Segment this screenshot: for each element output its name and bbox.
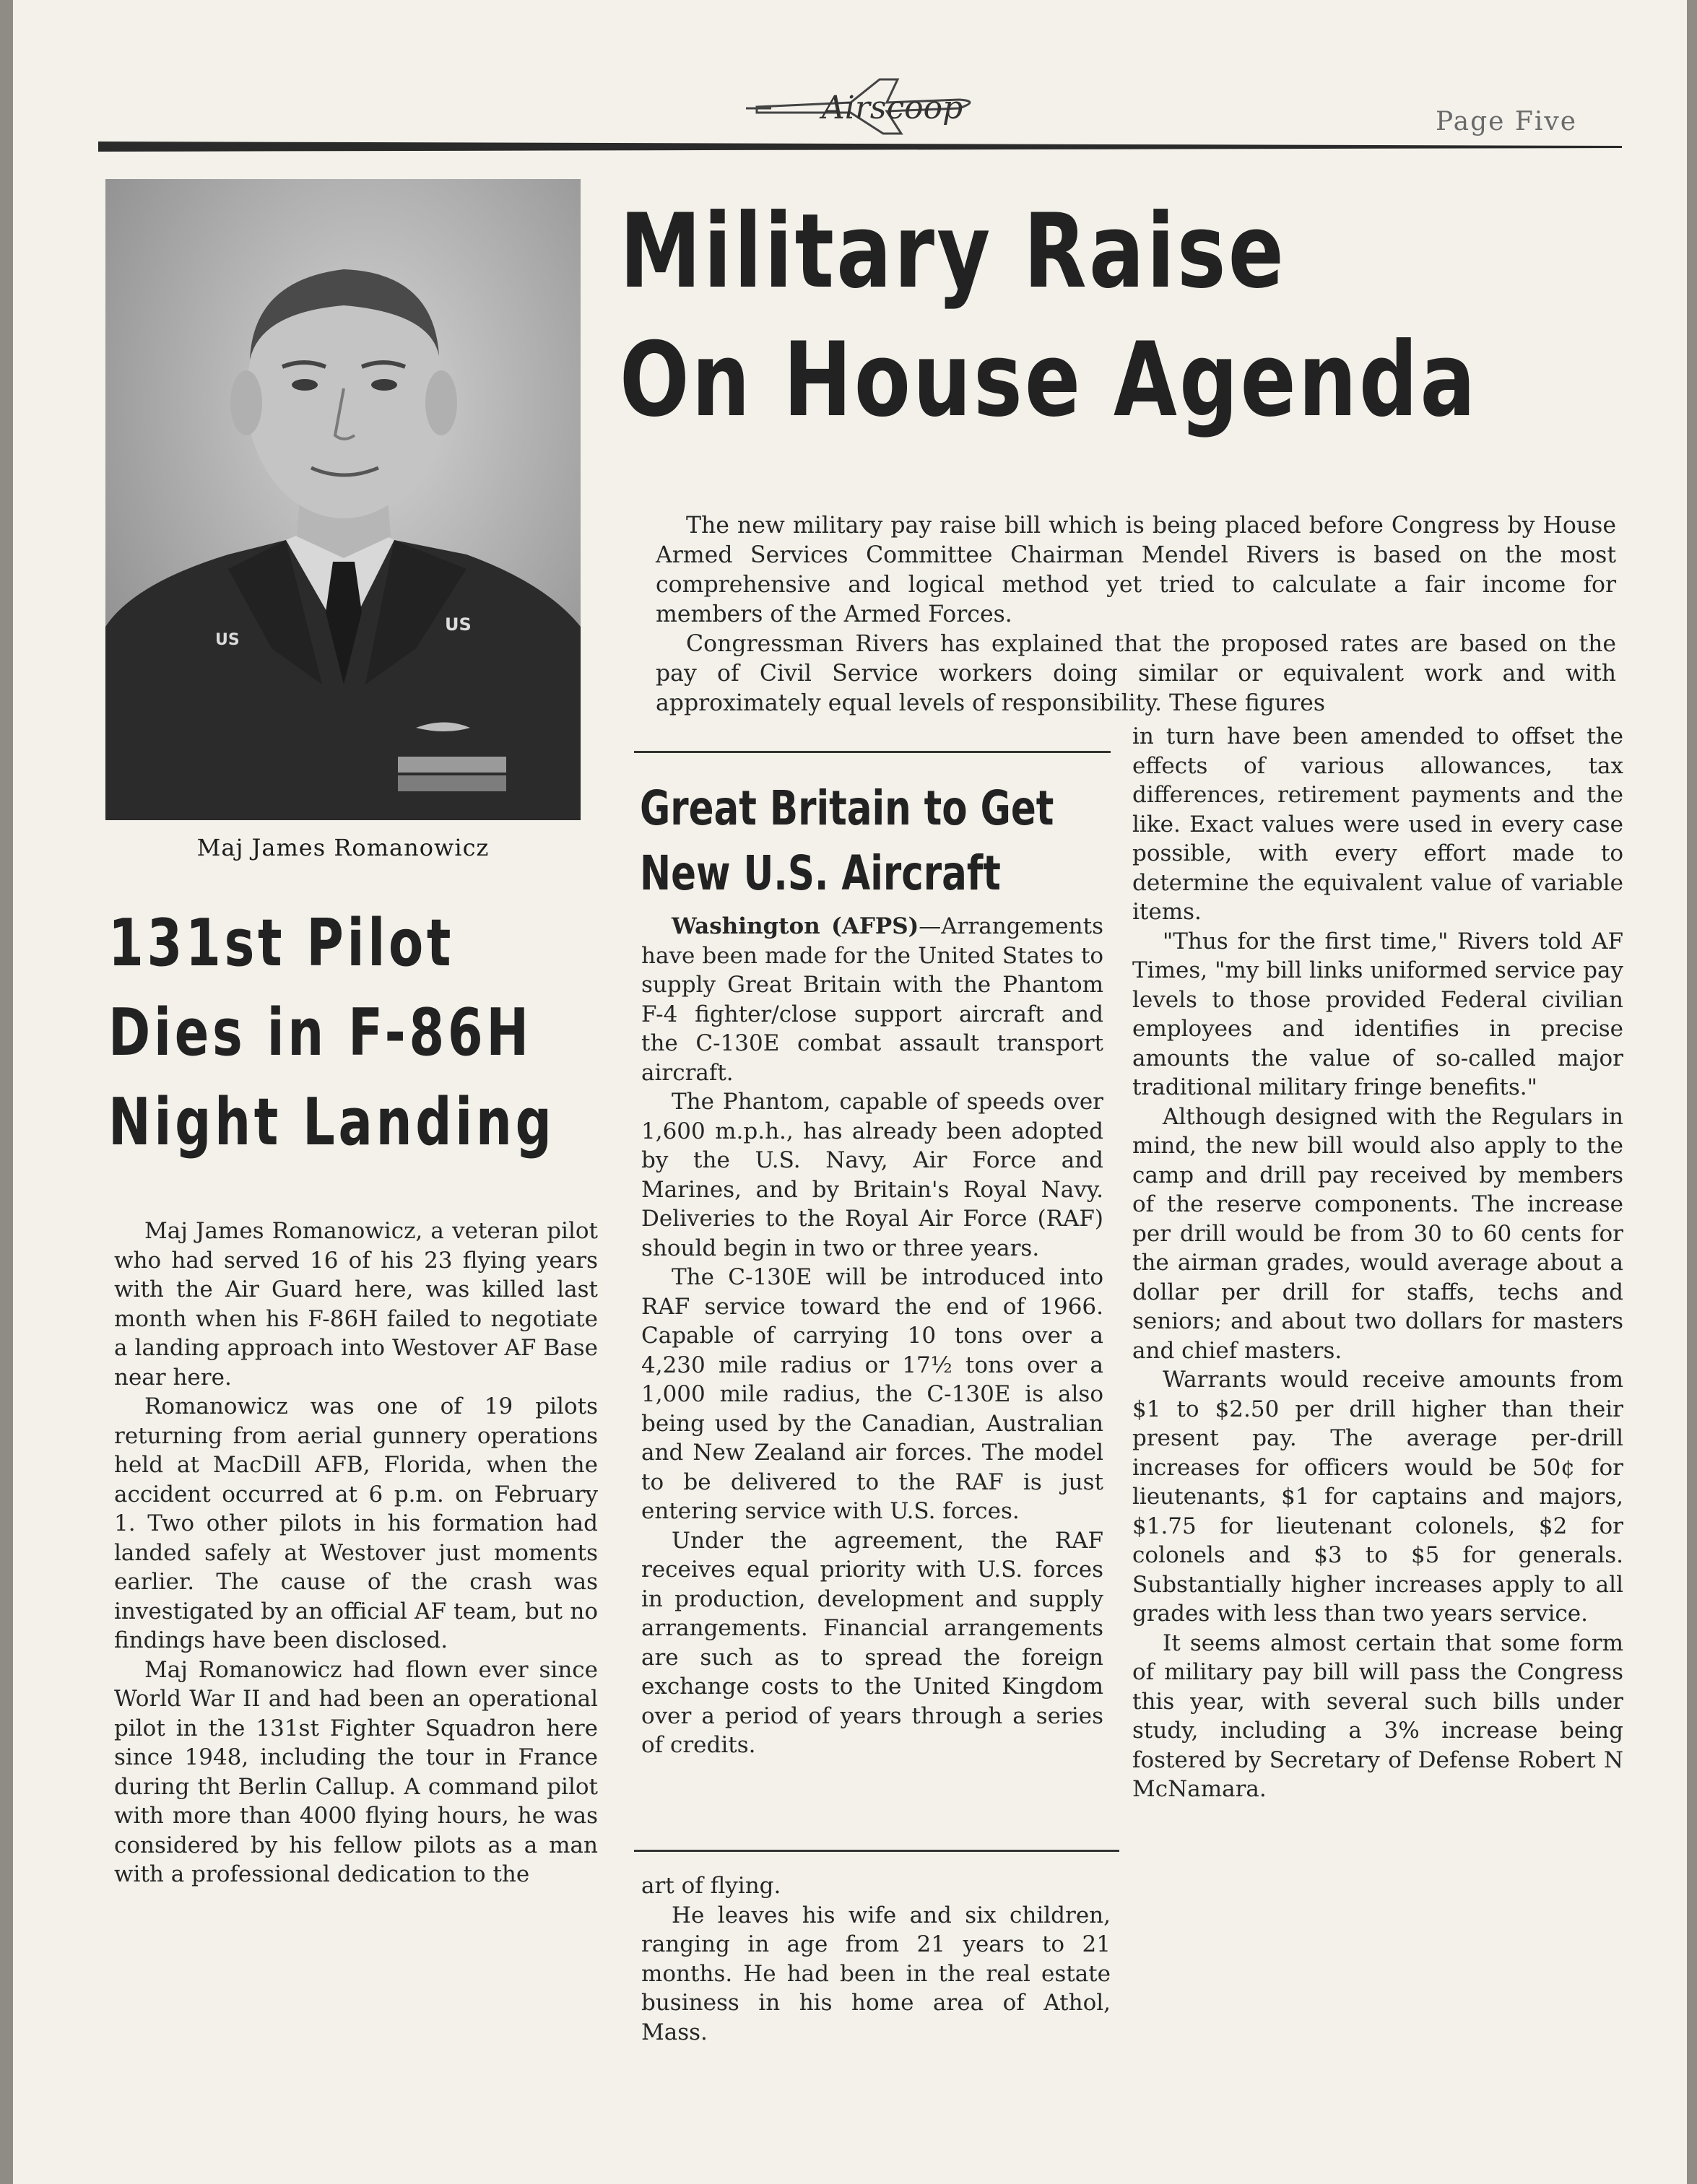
pilot-headline [108, 899, 555, 1167]
pilot-story-paragraph: art of flying. [641, 1873, 781, 1899]
collar-insignia-left: US [215, 631, 240, 649]
pilot-story-paragraph: Maj James Romanowicz, a veteran pilot who had served 16 of his 23 flying years with the Air Guard here, was killed last month when his F-86H failed to negotiate a landing approach into Westover AF Base near here. [114, 1218, 598, 1391]
britain-headline-line-2: New U.S. Aircraft [640, 845, 1001, 901]
britain-story-paragraph [641, 912, 1103, 1087]
page-number: Page Five [1436, 107, 1577, 136]
pilot-story-body [114, 1217, 598, 1889]
main-story-continued [1132, 722, 1623, 1804]
main-story-lead [656, 511, 1616, 718]
pilot-story-paragraph: Maj Romanowicz had flown ever since World War II and had been an operational pilot in the 131st Fighter Squadron here since 1948, including the tour in France during tht Berlin Callup. A command pilot with more than 4000 flying hours, he was considered by his fellow pilots as a man with a professional dedication to the [114, 1656, 598, 1887]
airplane-logo-icon [742, 65, 1002, 144]
pilot-headline-line-1: 131st Pilot [108, 905, 455, 981]
masthead-title: Airscoop [822, 90, 963, 126]
britain-headline-line-1: Great Britain to Get [640, 780, 1054, 836]
main-story-paragraph: The new military pay raise bill which is being placed before Congress by House Armed Services Committee Chairman Mendel Rivers is based on the most comprehensive and logical method yet tried to calculate a fair income for members of the Armed Forces. [656, 513, 1616, 627]
pilot-story-paragraph: He leaves his wife and six children, ranging in age from 21 years to 21 months. He had been in the real estate business in his home area of Athol, Mass. [641, 1902, 1111, 2045]
pilot-portrait-photo [105, 179, 581, 820]
column-divider [634, 751, 1111, 753]
collar-insignia-right: US [445, 614, 472, 635]
main-headline [620, 188, 1478, 445]
pilot-headline-line-3: Night Landing [108, 1084, 555, 1160]
main-story-paragraph: Although designed with the Regulars in mind, the new bill would also apply to the camp and drill pay received by members of the reserve components. The increase per drill would be from 30 to 60 cents for the airman grades, would average about a dollar per drill for staffs, techs and seniors; and about two dollars for masters and chief masters. [1132, 1103, 1623, 1364]
main-story-paragraph: Congressman Rivers has explained that the proposed rates are based on the pay of Civil Service workers doing similar or equivalent work and with approximately equal levels of responsibility. These figures [656, 631, 1616, 716]
main-headline-line-2: On House Agenda [620, 321, 1478, 440]
main-headline-line-1: Military Raise [620, 192, 1286, 311]
masthead-rule [98, 142, 1622, 152]
britain-story-paragraph: Under the agreement, the RAF receives equal priority with U.S. forces in production, development and supply arrangements. Financial arrangements are such as to spread the foreign exchange costs to the United Kingdom over a period of years through a series of credits. [641, 1527, 1103, 1758]
britain-story-paragraph: The Phantom, capable of speeds over 1,600 m.p.h., has already been adopted by the U.S. Navy, Air Force and Marines, and by Britain's Royal Navy. Deliveries to the Royal Air Force (RAF) should begin in two or three years. [641, 1089, 1103, 1261]
britain-headline [640, 776, 1054, 906]
main-story-paragraph: in turn have been amended to offset the effects of various allowances, tax differences, retirement payments and the like. Exact values were used in every case possible, with every effort made to determine the equivalent value of variable items. [1132, 723, 1623, 925]
britain-story-paragraph: The C-130E will be introduced into RAF service toward the end of 1966. Capable of carrying 10 tons over a 4,230 mile radius or 17½ tons over a 1,000 mile radius, the C-130E is also being used by the Canadian, Australian and New Zealand air forces. The model to be delivered to the RAF is just entering service with U.S. forces. [641, 1264, 1103, 1524]
britain-first-paragraph: —Arrangements have been made for the United States to supply Great Britain with the Phantom F-4 fighter/close support aircraft and the C-130E combat assault transport aircraft. [641, 913, 1103, 1086]
masthead-logo [742, 65, 1002, 144]
pilot-story-paragraph: Romanowicz was one of 19 pilots returning from aerial gunnery operations held at MacDill AFB, Florida, when the accident occurred at 6 p.m. on February 1. Two other pilots in his formation had landed safely at Westover just moments earlier. The cause of the crash was investigated by an official AF team, but no findings have been disclosed. [114, 1393, 598, 1653]
dateline: Washington (AFPS) [672, 913, 919, 939]
main-story-paragraph: "Thus for the first time," Rivers told AF Times, "my bill links uniformed service pay levels to those provided Federal civilian employees and identifies in precise amounts the value of so-called major traditional military fringe benefits." [1132, 928, 1623, 1100]
pilot-headline-line-2: Dies in F-86H [108, 995, 532, 1071]
photo-caption: Maj James Romanowicz [196, 834, 490, 861]
main-story-paragraph: It seems almost certain that some form of military pay bill will pass the Congress this year, with several such bills under study, including a 3% increase being fostered by Secretary of Defense Robert N McNamara. [1132, 1630, 1623, 1802]
column-divider [634, 1850, 1119, 1852]
britain-story-body [641, 912, 1103, 1760]
main-story-paragraph: Warrants would receive amounts from $1 to $2.50 per drill higher than their present pay. The average per-drill increases for officers would be 50¢ for lieutenants, $1 for captains and majors, $1.75 for lieutenant colonels, $2 for colonels and $3 to $5 for generals. Substantially higher increases apply to all grades with less than two years service. [1132, 1367, 1623, 1627]
pilot-story-continued [641, 1871, 1111, 2047]
newspaper-page [13, 0, 1687, 2184]
